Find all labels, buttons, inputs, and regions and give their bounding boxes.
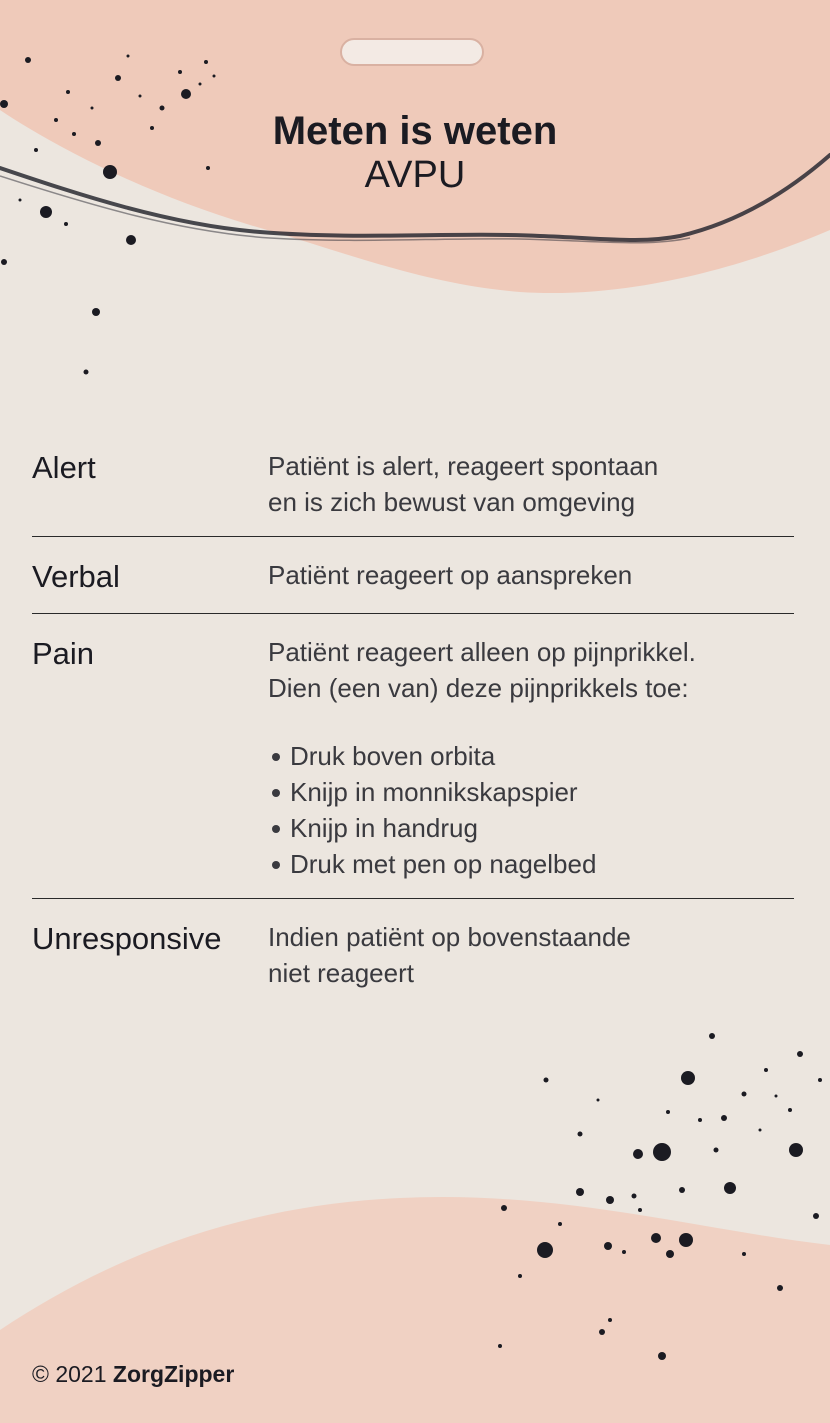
- list-item: Knijp in handrug: [268, 810, 794, 846]
- list-item: Knijp in monnikskapspier: [268, 774, 794, 810]
- description-line: Indien patiënt op bovenstaande: [268, 922, 631, 952]
- description-line: Dien (een van) deze pijnprikkels toe:: [268, 673, 689, 703]
- footer: [32, 1358, 234, 1390]
- list-item: Druk met pen op nagelbed: [268, 846, 794, 882]
- pain-stimulus-list: [268, 738, 794, 882]
- row-term: Unresponsive: [32, 921, 222, 956]
- description-line: Patiënt is alert, reageert spontaan: [268, 451, 659, 481]
- header: [0, 108, 830, 196]
- description-line: Patiënt reageert op aanspreken: [268, 560, 633, 590]
- avpu-table: [32, 446, 794, 991]
- description-line: en is zich bewust van omgeving: [268, 487, 636, 517]
- brand-name: ZorgZipper: [112, 1361, 235, 1387]
- description-line: niet reageert: [268, 958, 414, 988]
- row-term: Alert: [32, 450, 96, 485]
- list-item: Druk boven orbita: [268, 738, 794, 774]
- row-term: Pain: [32, 636, 95, 671]
- row-description: [268, 557, 794, 597]
- avpu-row-alert: [32, 446, 794, 537]
- row-term: Verbal: [32, 559, 120, 594]
- row-description: [268, 919, 794, 991]
- page-title: Meten is weten: [272, 109, 558, 153]
- page-subtitle: AVPU: [364, 154, 466, 196]
- avpu-row-pain: [32, 614, 794, 899]
- copyright-text: © 2021: [32, 1361, 107, 1387]
- row-description: [268, 634, 794, 882]
- avpu-row-verbal: [32, 537, 794, 614]
- badge-clip-slot: [340, 38, 484, 66]
- row-description: [268, 448, 794, 520]
- avpu-row-unresponsive: [32, 899, 794, 991]
- description-line: Patiënt reageert alleen op pijnprikkel.: [268, 637, 696, 667]
